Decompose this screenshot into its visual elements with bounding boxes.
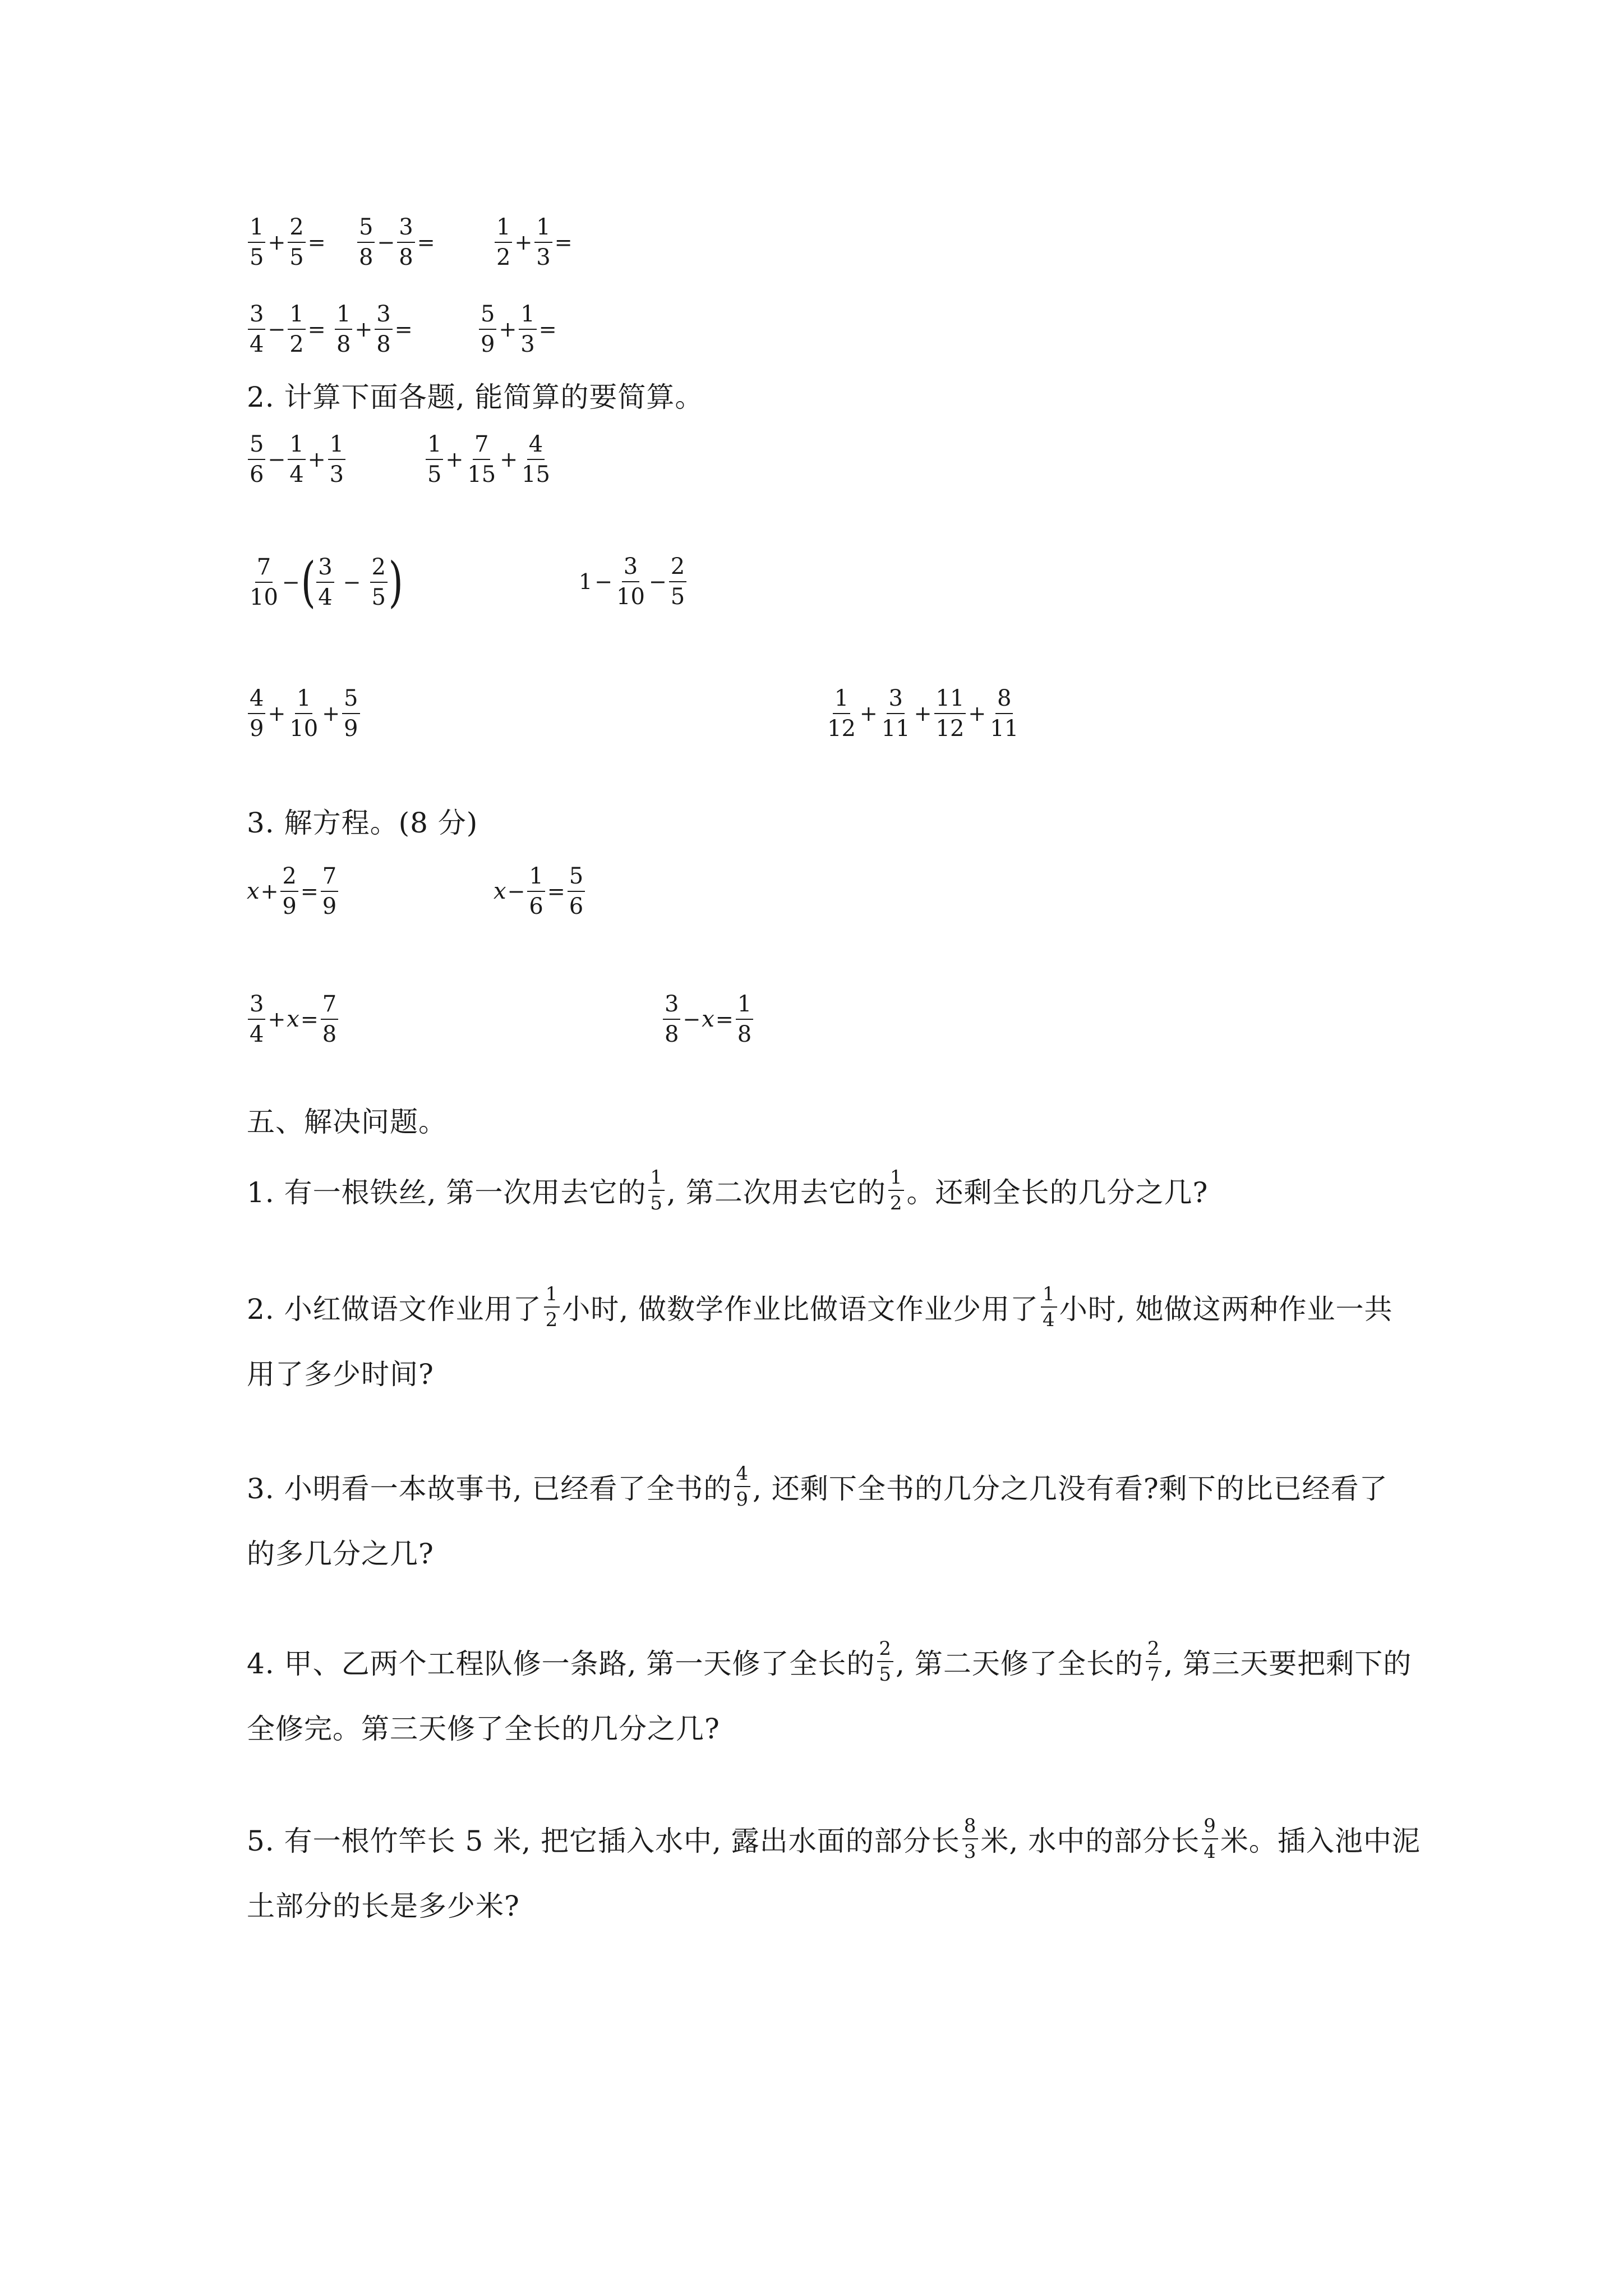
fraction: $\frac{3}{8}$ [663,993,680,1046]
fraction: $\frac{4}{15}$ [522,431,550,487]
problem-5-line-1: 5. 有一根竹竿长 5 米, 把它插入水中, 露出水面的部分长 $\frac{8}{3}$ 米, 水中的部分长 $\frac{9}{4}$ 米。插入池中泥 [247,1815,1421,1863]
fraction: $\frac{1}{8}$ [736,993,753,1046]
equation-3: $\frac{3}{4}$ + x = $\frac{7}{8}$ [247,993,339,1046]
problem-5-line-2: 土部分的长是多少米? [247,1890,520,1922]
oral-calc-2-1: $\frac{3}{4}$ − $\frac{1}{2}$ = [247,303,327,356]
fraction: $\frac{1}{2}$ [888,1168,905,1213]
fraction: $\frac{1}{12}$ [827,685,856,742]
calc-expression-6: $\frac{1}{12}$ + $\frac{3}{11}$ + $\frac{11}{12}$ + $\frac{8}{11}$ [824,687,1021,740]
equation-2: x − $\frac{1}{6}$ = $\frac{5}{6}$ [494,865,586,918]
problem-4-line-2: 全修完。第三天修了全长的几分之几? [247,1713,720,1745]
fraction: $\frac{1}{8}$ [335,303,352,356]
fraction: $\frac{2}{5}$ [877,1639,893,1684]
fraction: $\frac{5}{8}$ [357,216,375,269]
fraction: $\frac{7}{10}$ [250,554,278,610]
calc-expression-4: 1 − $\frac{3}{10}$ − $\frac{2}{5}$ [578,555,688,608]
fraction: $\frac{11}{12}$ [934,687,966,740]
fraction: $\frac{2}{5}$ [370,556,388,609]
fraction: $\frac{3}{11}$ [881,685,910,742]
fraction: $\frac{2}{7}$ [1146,1639,1162,1684]
fraction: $\frac{3}{4}$ [316,556,334,609]
fraction: $\frac{3}{4}$ [248,303,265,356]
fraction: $\frac{4}{9}$ [734,1464,750,1509]
fraction: $\frac{3}{8}$ [375,303,392,356]
fraction: $\frac{2}{9}$ [280,865,298,918]
problem-2-line-1: 2. 小红做语文作业用了 $\frac{1}{2}$ 小时, 做数学作业比做语文作业少用了 $\frac{1}{4}$ 小时, 她做这两种作业一共 [247,1283,1393,1331]
calc-expression-2: $\frac{1}{5}$ + $\frac{7}{15}$ + $\frac{4}{15}$ [425,433,553,486]
fraction: $\frac{3}{4}$ [248,993,265,1046]
right-paren: ) [388,551,403,614]
oral-calc-2-3: $\frac{5}{9}$ + $\frac{1}{3}$ = [478,303,558,356]
calc-expression-5: $\frac{4}{9}$ + $\frac{1}{10}$ + $\frac{5}{9}$ [247,687,361,740]
problem-1: 1. 有一根铁丝, 第一次用去它的 $\frac{1}{5}$ , 第二次用去它的 $\frac{1}{2}$ 。还剩全长的几分之几? [247,1166,1209,1214]
fraction: $\frac{5}{6}$ [248,433,265,486]
problem-2-line-2: 用了多少时间? [247,1358,434,1391]
fraction: $\frac{2}{5}$ [669,555,686,608]
fraction: $\frac{5}{9}$ [479,303,496,356]
fraction: $\frac{1}{4}$ [1041,1285,1057,1329]
fraction: $\frac{1}{5}$ [426,433,443,486]
oral-calc-1-1: $\frac{1}{5}$ + $\frac{2}{5}$ = [247,216,327,269]
fraction: $\frac{1}{2}$ [495,216,512,269]
fraction: $\frac{9}{4}$ [1202,1816,1218,1861]
fraction: $\frac{3}{8}$ [397,216,414,269]
equation-1: x + $\frac{2}{9}$ = $\frac{7}{9}$ [247,865,339,918]
problem-4-line-1: 4. 甲、乙两个工程队修一条路, 第一天修了全长的 $\frac{2}{5}$ , 第二天修了全长的 $\frac{2}{7}$ , 第三天要把剩下的 [247,1637,1412,1686]
oral-calc-1-3: $\frac{1}{2}$ + $\frac{1}{3}$ = [494,216,574,269]
fraction: $\frac{5}{9}$ [342,687,359,740]
equation-4: $\frac{3}{8}$ − x = $\frac{1}{8}$ [662,993,754,1046]
fraction: $\frac{1}{2}$ [544,1285,560,1329]
fraction: $\frac{7}{8}$ [321,993,338,1046]
fraction: $\frac{5}{6}$ [568,865,585,918]
fraction: $\frac{1}{10}$ [289,685,319,742]
section-2-title: 2. 计算下面各题, 能简算的要简算。 [247,381,704,413]
fraction: $\frac{1}{3}$ [534,216,552,269]
oral-calc-1-2: $\frac{5}{8}$ − $\frac{3}{8}$ = [356,216,436,269]
section-3-title: 3. 解方程。(8 分) [247,807,478,839]
fraction: $\frac{1}{4}$ [288,433,305,486]
section-5-title: 五、解决问题。 [247,1106,447,1138]
oral-calc-2-2: $\frac{1}{8}$ + $\frac{3}{8}$ = [334,303,414,356]
fraction: $\frac{8}{11}$ [990,685,1019,742]
left-paren: ( [301,551,316,614]
calc-expression-3: $\frac{7}{10}$ − ( $\frac{3}{4}$ − $\frac{2}{5}$ ) [247,555,403,609]
fraction: $\frac{1}{5}$ [248,216,265,269]
fraction: $\frac{7}{9}$ [321,865,338,918]
fraction: $\frac{2}{5}$ [288,216,305,269]
fraction: $\frac{7}{15}$ [467,431,496,487]
fraction: $\frac{3}{10}$ [616,554,645,610]
fraction: $\frac{8}{3}$ [962,1816,979,1861]
fraction: $\frac{4}{9}$ [248,687,265,740]
calc-expression-1: $\frac{5}{6}$ − $\frac{1}{4}$ + $\frac{1}{3}$ [247,433,347,486]
problem-3-line-1: 3. 小明看一本故事书, 已经看了全书的 $\frac{4}{9}$ , 还剩下全书的几分之几没有看?剩下的比已经看了 [247,1462,1388,1511]
problem-3-line-2: 的多几分之几? [247,1538,434,1570]
fraction: $\frac{1}{5}$ [648,1168,665,1213]
fraction: $\frac{1}{3}$ [519,303,536,356]
fraction: $\frac{1}{2}$ [288,303,305,356]
fraction: $\frac{1}{6}$ [527,865,545,918]
fraction: $\frac{1}{3}$ [328,433,345,486]
